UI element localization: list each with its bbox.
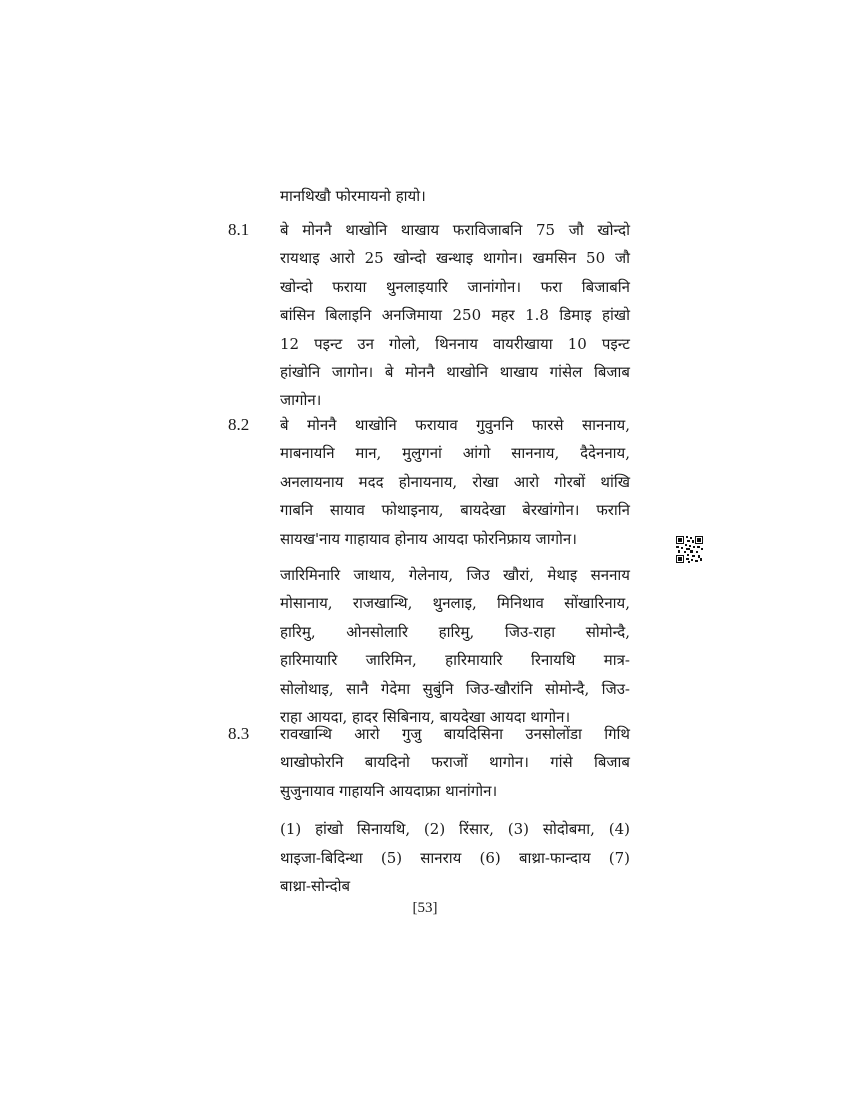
text-line: हारिमु, ओनसोलारि हारिमु, जिउ-राहा सोमोन्दै, <box>280 622 630 641</box>
text-line: (1) हांखो सिनायथि, (2) रिंसार, (3) सोदोबमा, (4) <box>280 820 630 839</box>
text-line: रायथाइ आरो 25 खोन्दो खन्थाइ थागोन। खमसिन 50 जौ <box>280 249 630 268</box>
text-line: बे मोननै थाखोनि थाखाय फराविजाबनि 75 जौ खोन्दो <box>280 221 630 239</box>
paragraph <box>280 411 630 553</box>
paragraph <box>280 561 630 731</box>
section-number: 8.3 <box>228 724 250 743</box>
text-line: जारिमिनारि जाथाय, गेलेनाय, जिउ खौरां, मेथाइ सननाय <box>280 565 630 584</box>
text-line: जागोन। <box>280 391 322 410</box>
qr-code-icon <box>676 536 703 563</box>
text-line: हांखोनि जागोन। बे मोननै थाखोनि थाखाय गांसेल बिजाब <box>280 362 630 381</box>
page-number: [53] <box>412 900 438 916</box>
text-line: सायख'नाय गाहायाव होनाय आयदा फोरनिफ्राय जागोन। <box>280 529 577 548</box>
text-line: थाखोफोरनि बायदिनो फराजों थागोन। गांसे बिजाब <box>280 753 630 772</box>
paragraph <box>280 815 630 900</box>
text-line: राहा आयदा, हादर सिबिनाय, बायदेखा आयदा थागोन। <box>280 707 571 726</box>
text-line: माबनायनि मान, मुलुगनां आंगो साननाय, दैदेननाय, <box>280 444 630 463</box>
text-line: हारिमायारि जारिमिन, हारिमायारि रिनायथि मात्र- <box>280 651 630 670</box>
text-line: बांसिन बिलाइनि अनजिमाया 250 महर 1.8 डिमाइ हांखो <box>280 306 630 325</box>
text-line: सुजुनायाव गाहायनि आयदाफ्रा थानांगोन। <box>280 781 498 800</box>
text-line: रावखान्थि आरो गुजु बायदिसिना उनसोलोंडा गिथि <box>280 725 630 743</box>
continuation-text: मानथिखौ फोरमायनो हायो। <box>280 187 426 205</box>
paragraph <box>280 720 630 805</box>
text-line: 12 पइन्ट उन गोलो, थिननाय वायरीखाया 10 पइन्ट <box>280 334 630 353</box>
text-line: मोसानाय, राजखान्थि, थुनलाइ, मिनिथाव सोंखारिनाय, <box>280 594 630 613</box>
section-body <box>280 411 630 731</box>
section-body <box>280 216 630 415</box>
text-line: सोलोथाइ, सानै गेदेमा सुबुंनि जिउ-खौरांनि सोमोन्दै, जिउ- <box>280 679 630 698</box>
paragraph <box>280 216 630 415</box>
section-number: 8.1 <box>228 220 250 239</box>
text-line: अनलायनाय मदद होनायनाय, रोखा आरो गोरबों थांखि <box>280 472 630 491</box>
text-line: बे मोननै थाखोनि फरायाव गुवुननि फारसे साननाय, <box>280 416 630 434</box>
section-body <box>280 720 630 900</box>
text-line: गाबनि सायाव फोथाइनाय, बायदेखा बेरखांगोन। फरानि <box>280 501 630 520</box>
text-line: खोन्दो फराया थुनलाइयारि जानांगोन। फरा बिजाबनि <box>280 277 630 296</box>
text-line: थाइजा-बिदिन्था (5) सानराय (6) बाथ्रा-फान्दाय (7) <box>280 848 630 867</box>
text-line: बाथ्रा-सोन्दोब <box>280 876 351 895</box>
section-number: 8.2 <box>228 415 250 434</box>
